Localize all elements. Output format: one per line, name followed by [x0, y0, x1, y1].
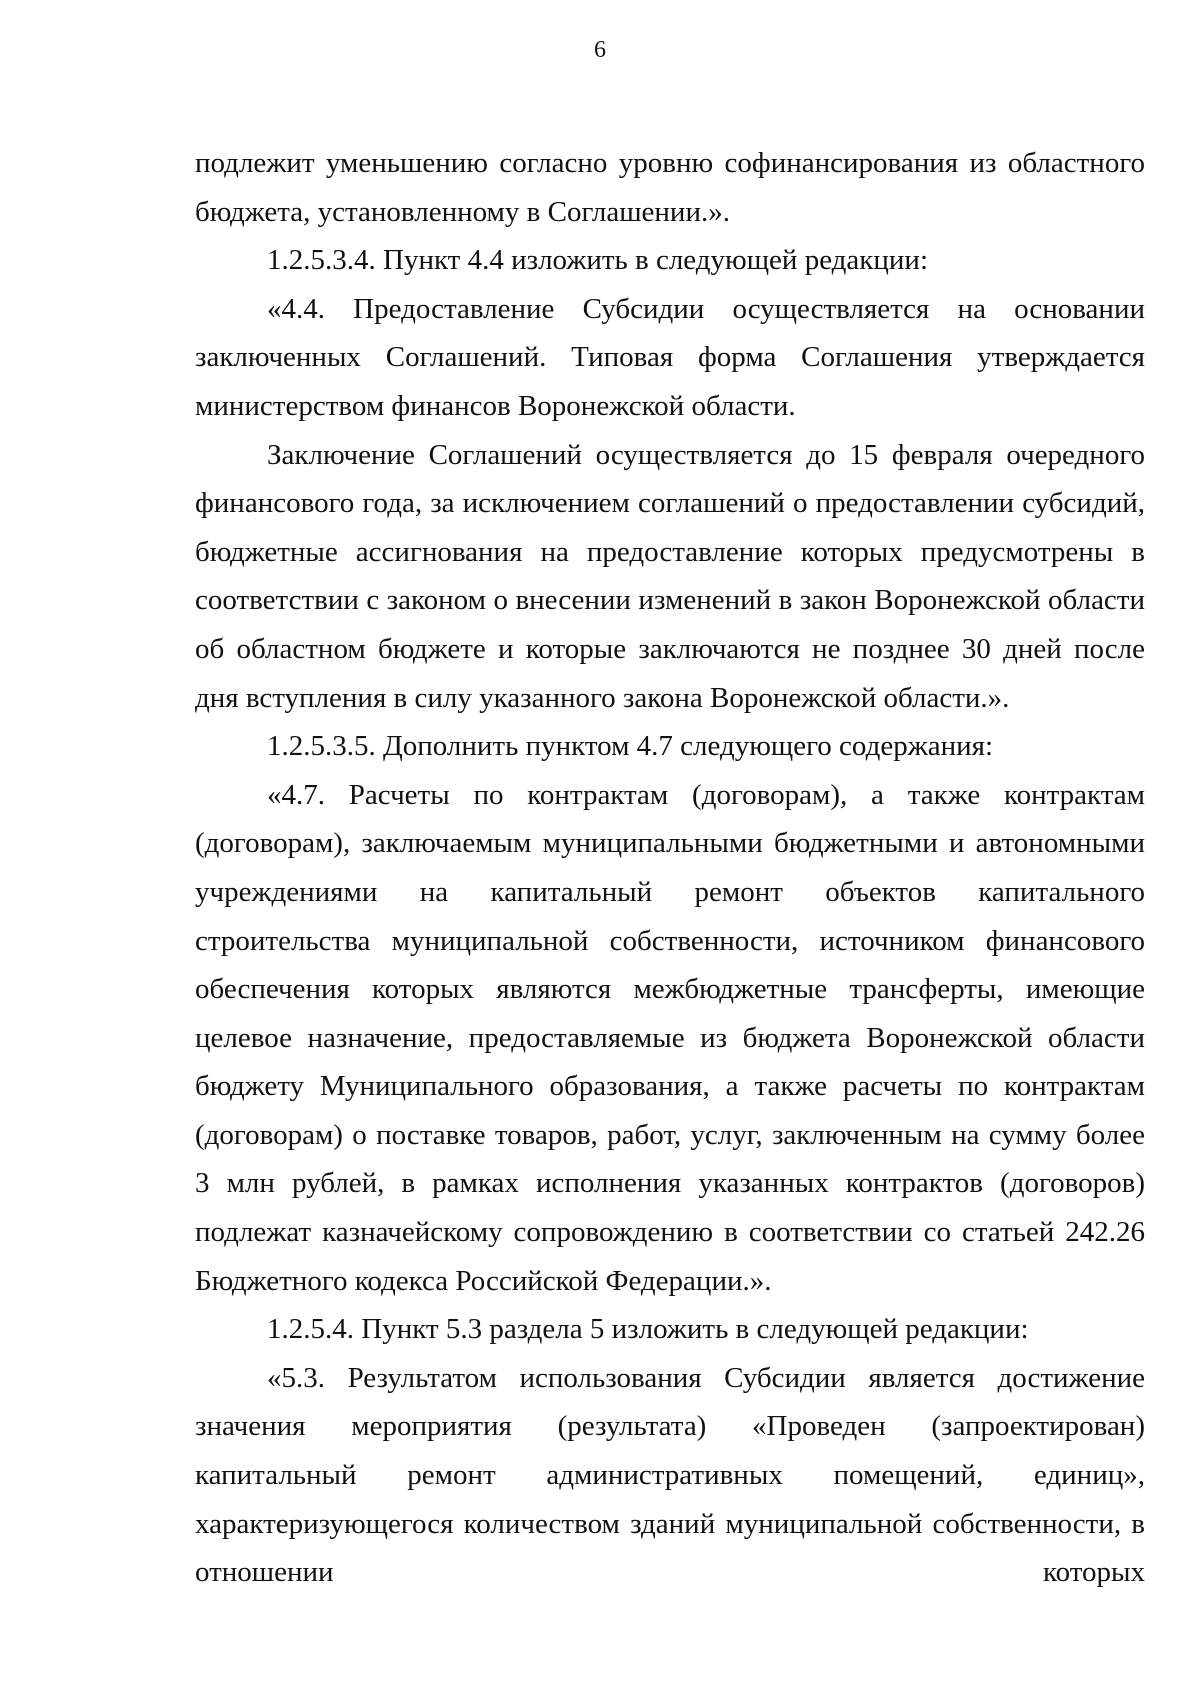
paragraph-item-1-2-5-4: 1.2.5.4. Пункт 5.3 раздела 5 изложить в следующей редакции:: [267, 1313, 1029, 1346]
paragraph-continuation: подлежит уменьшению согласно уровню софинансирования из областного бюджета, установленному в Соглашении.».: [195, 147, 1145, 228]
page-number: 6: [594, 37, 606, 63]
paragraph-clause-5-3: «5.3. Результатом использования Субсидии является достижение значения мероприятия (результата) «Проведен (запроектирован) капитальный ремонт административных помещений, единиц», характеризующегося количеством зданий муниципальной собственности, в отношении которых: [195, 1361, 1145, 1589]
paragraph-clause-4-4: «4.4. Предоставление Субсидии осуществляется на основании заключенных Соглашений. Типовая форма Соглашения утверждается министерством финансов Воронежской области.: [195, 292, 1145, 422]
paragraph-clause-4-7: «4.7. Расчеты по контрактам (договорам), а также контрактам (договорам), заключаемым муниципальными бюджетными и автономными учреждениями на капитальный ремонт объектов капитального строительства муниципальной собственности, источником финансового обеспечения которых являются межбюджетные трансферты, имеющие целевое назначение, предоставляемые из бюджета Воронежской области бюджету Муниципального образования, а также расчеты по контрактам (договорам) о поставке товаров, работ, услуг, заключенным на сумму более 3 млн рублей, в рамках исполнения указанных контрактов (договоров) подлежат казначейскому сопровождению в соответствии со статьей 242.26 Бюджетного кодекса Российской Федерации.».: [195, 778, 1145, 1297]
paragraph-item-1-2-5-3-5: 1.2.5.3.5. Дополнить пунктом 4.7 следующего содержания:: [267, 730, 994, 763]
paragraph-item-1-2-5-3-4: 1.2.5.3.4. Пункт 4.4 изложить в следующей редакции:: [267, 244, 929, 277]
paragraph-agreement-deadline: Заключение Соглашений осуществляется до 15 февраля очередного финансового года, за исключением соглашений о предоставлении субсидий, бюджетные ассигнования на предоставление которых предусмотрены в соответствии с законом о внесении изменений в закон Воронежской области об областном бюджете и которые заключаются не позднее 30 дней после дня вступления в силу указанного закона Воронежской области.».: [195, 438, 1145, 714]
document-body: [195, 139, 1145, 1597]
